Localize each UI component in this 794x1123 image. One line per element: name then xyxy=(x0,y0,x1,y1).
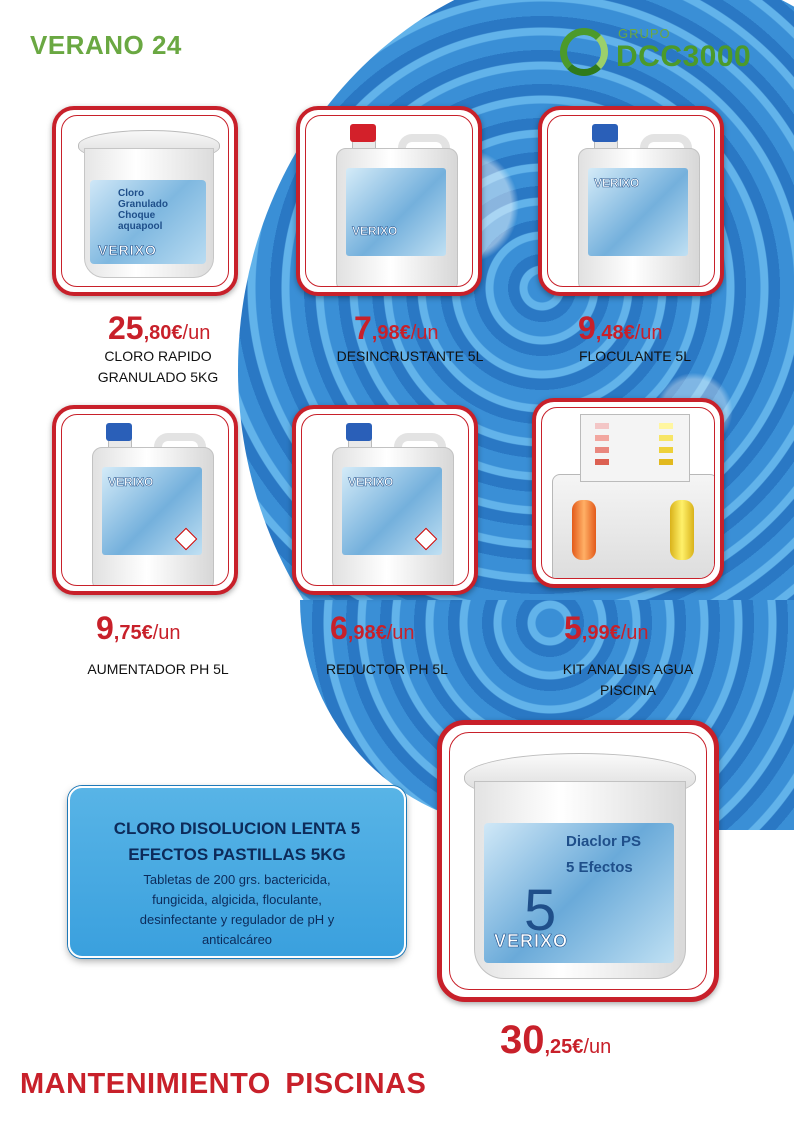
bucket-label-title: Diaclor PS xyxy=(566,833,642,850)
blue-cap xyxy=(592,124,618,142)
test-kit-image xyxy=(552,414,715,579)
label-line: Choque xyxy=(118,210,156,221)
color-swatch xyxy=(595,447,609,453)
blue-cap xyxy=(106,423,132,441)
product-card-cloro-rapido[interactable] xyxy=(52,106,238,296)
price-decimal: ,25€ xyxy=(544,1036,584,1058)
featured-desc-line: fungicida, algicida, floculante, xyxy=(152,892,322,907)
product-name-line: FLOCULANTE 5L xyxy=(578,348,692,364)
price-decimal: ,99€ xyxy=(581,622,621,644)
brand-logo: VERIXO xyxy=(352,224,398,238)
product-name-line: REDUCTOR PH 5L xyxy=(326,661,448,677)
hazard-icon xyxy=(175,528,198,551)
featured-product-title xyxy=(70,816,404,868)
page-title: VERANO 24 xyxy=(30,30,182,60)
price-unit: /un xyxy=(410,322,439,344)
product-name-cloro-rapido xyxy=(68,346,248,388)
price-reductor-ph xyxy=(330,610,415,647)
color-swatch xyxy=(595,459,609,465)
bucket-label-text xyxy=(118,188,168,232)
price-main: 30 xyxy=(500,1018,545,1062)
price-unit: /un xyxy=(634,322,663,344)
product-card-frame xyxy=(547,115,715,287)
footer-title: MANTENIMIENTO PISCINAS xyxy=(20,1068,427,1100)
featured-title-line: EFECTOS PASTILLAS 5KG xyxy=(128,845,346,864)
color-chart xyxy=(580,414,690,482)
product-card-frame xyxy=(61,115,229,287)
jug-image xyxy=(336,124,456,287)
label-line: aquapool xyxy=(118,221,163,232)
product-name-reductor-ph xyxy=(292,659,482,680)
logo-group-text: GRUPO xyxy=(618,26,671,41)
blue-cap xyxy=(346,423,372,441)
logo-name-text: DCC3000 xyxy=(616,40,752,73)
featured-product-description xyxy=(70,870,404,950)
jug-label xyxy=(588,168,688,256)
color-swatch xyxy=(659,459,673,465)
hazard-icon xyxy=(415,528,438,551)
featured-desc-line: Tabletas de 200 grs. bactericida, xyxy=(143,872,331,887)
price-cloro-rapido xyxy=(108,310,210,347)
featured-desc-line: anticalcáreo xyxy=(201,932,273,947)
price-kit-analisis xyxy=(564,610,649,647)
brand-logo: VERIXO xyxy=(108,475,154,489)
product-card-frame xyxy=(305,115,473,287)
price-floculante xyxy=(578,310,663,347)
price-decimal: ,98€ xyxy=(347,622,387,644)
bucket-label xyxy=(90,180,206,264)
color-swatch xyxy=(659,423,673,429)
logo-ring-icon xyxy=(560,28,608,76)
color-swatch xyxy=(595,435,609,441)
product-card-floculante[interactable] xyxy=(538,106,724,296)
diaclor-bucket-image xyxy=(464,753,694,983)
featured-title-line: CLORO DISOLUCION LENTA 5 xyxy=(113,819,361,838)
jug-image xyxy=(578,124,698,287)
featured-desc-line: desinfectante y regulador de pH y xyxy=(139,912,335,927)
brand-logo: VERIXO xyxy=(348,475,394,489)
product-name-desincrustante xyxy=(310,346,510,367)
color-swatch xyxy=(595,423,609,429)
jug-image xyxy=(332,423,452,586)
product-name-line: CLORO RAPIDO xyxy=(104,348,212,364)
price-main: 6 xyxy=(330,610,348,646)
product-name-line: PISCINA xyxy=(599,682,656,698)
price-unit: /un xyxy=(182,322,211,344)
company-logo xyxy=(560,26,770,82)
bucket-label-subtitle: 5 Efectos xyxy=(566,859,633,876)
product-card-frame xyxy=(61,414,229,586)
product-name-line: KIT ANALISIS AGUA xyxy=(562,661,694,677)
red-cap xyxy=(350,124,376,142)
price-unit: /un xyxy=(152,622,181,644)
product-card-desincrustante[interactable] xyxy=(296,106,482,296)
price-unit: /un xyxy=(583,1036,612,1058)
product-name-line: DESINCRUSTANTE 5L xyxy=(336,348,484,364)
bucket-label-number: 5 xyxy=(524,878,557,943)
product-card-kit-analisis[interactable] xyxy=(532,398,724,588)
yellow-reagent-bottle xyxy=(670,500,694,560)
brand-logo: VERIXO xyxy=(494,931,569,951)
product-card-cloro-disolucion-lenta[interactable] xyxy=(437,720,719,1002)
product-card-frame xyxy=(449,732,707,990)
price-main: 7 xyxy=(354,310,372,346)
product-name-line: AUMENTADOR PH 5L xyxy=(87,661,229,677)
brand-logo: VERIXO xyxy=(594,176,640,190)
featured-product-info-box xyxy=(68,786,406,958)
jug-image xyxy=(92,423,212,586)
jug-label xyxy=(102,467,202,555)
product-card-reductor-ph[interactable] xyxy=(292,405,478,595)
chlorine-bucket-image xyxy=(78,130,218,280)
product-name-aumentador-ph xyxy=(58,659,258,680)
label-line: Granulado xyxy=(118,199,169,210)
product-name-kit-analisis xyxy=(528,659,728,701)
product-card-aumentador-ph[interactable] xyxy=(52,405,238,595)
jug-label xyxy=(346,168,446,256)
product-name-line: GRANULADO 5KG xyxy=(97,369,219,385)
label-line: Cloro xyxy=(118,188,145,199)
product-card-frame xyxy=(301,414,469,586)
color-swatch xyxy=(659,447,673,453)
price-decimal: ,75€ xyxy=(113,622,153,644)
price-decimal: ,48€ xyxy=(595,322,635,344)
price-desincrustante xyxy=(354,310,439,347)
color-swatch xyxy=(659,435,673,441)
product-card-frame xyxy=(541,407,715,579)
bucket-label xyxy=(484,823,674,963)
red-reagent-bottle xyxy=(572,500,596,560)
product-name-floculante xyxy=(540,346,730,367)
price-aumentador-ph xyxy=(96,610,181,647)
price-decimal: ,98€ xyxy=(371,322,411,344)
price-unit: /un xyxy=(620,622,649,644)
price-unit: /un xyxy=(386,622,415,644)
price-cloro-disolucion-lenta xyxy=(500,1018,611,1063)
brand-logo: VERIXO xyxy=(98,242,157,258)
jug-label xyxy=(342,467,442,555)
price-main: 9 xyxy=(578,310,596,346)
price-main: 25 xyxy=(108,310,144,346)
price-decimal: ,80€ xyxy=(143,322,183,344)
price-main: 9 xyxy=(96,610,114,646)
price-main: 5 xyxy=(564,610,582,646)
